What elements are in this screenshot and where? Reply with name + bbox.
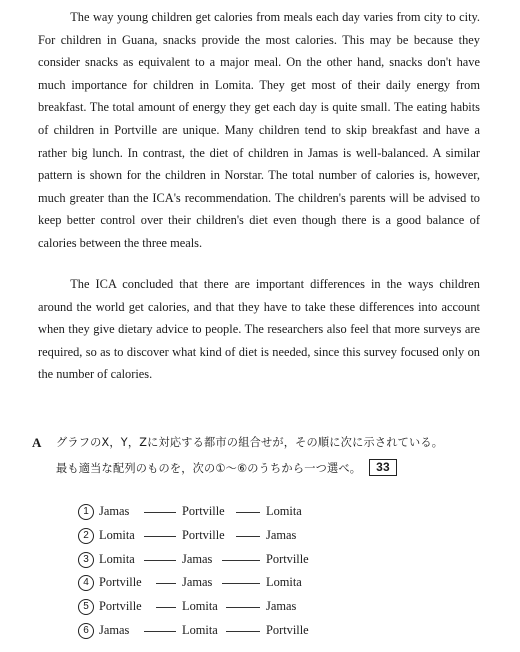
option-number-icon: 5: [78, 599, 94, 615]
dash-connector: [156, 607, 176, 608]
option-city-x: Jamas: [99, 622, 130, 637]
option-city-z: Jamas: [266, 599, 297, 614]
option-city-x: Jamas: [99, 504, 130, 518]
dash-connector: [222, 560, 260, 561]
option-city-y: Portville: [182, 527, 225, 542]
dash-connector: [144, 631, 176, 632]
option-city-z: Lomita: [266, 575, 302, 590]
option-city-z: Portville: [266, 622, 309, 637]
dash-connector: [144, 512, 176, 513]
paragraph-1: The way young children get calories from meals each day varies from city to city. For children in Guana, snacks provide the most calories. This may be because they consider snacks as equivalent to a major meal. On the other hand, snacks don't have much importance for children in Lomita. They get most of their daily energy from breakfast. The total amount of energy they get each day is quite small. The eating habits of children in Portville are unique. Many children tend to skip breakfast and have a rather big lunch. In contrast, the diet of children in Jamas is well-balanced. A similar pattern is shown for the children in Norstar. The total number of calories is, however, much greater than the ICA's recommendation. The children's parents will be advised to keep better control over their children's diet even though there is a good balance of calories between the three meals.: [38, 10, 480, 250]
option-city-z: Jamas: [266, 527, 297, 542]
option-city-z: Lomita: [266, 504, 302, 518]
question-line-2: [56, 456, 496, 482]
option-city-y: Portville: [182, 504, 225, 518]
dash-connector: [226, 607, 260, 608]
option-number-icon: 1: [78, 504, 94, 520]
question-letter: A: [32, 435, 42, 450]
answer-number-box: 33: [369, 459, 397, 476]
option-city-x: Portville: [99, 599, 142, 614]
question-line-1: グラフのX，Y，Zに対応する都市の組合せが，その順に次に示されている。: [56, 436, 444, 449]
option-number-icon: 3: [78, 552, 94, 568]
option-city-y: Lomita: [182, 599, 218, 614]
dash-connector: [144, 536, 176, 537]
option-city-y: Jamas: [182, 551, 213, 566]
option-city-y: Jamas: [182, 575, 213, 590]
option-number-icon: 6: [78, 623, 94, 639]
option-number-icon: 2: [78, 528, 94, 544]
option-number-icon: 4: [78, 575, 94, 591]
dash-connector: [156, 583, 176, 584]
dash-connector: [226, 631, 260, 632]
dash-connector: [236, 536, 260, 537]
paragraph-2: The ICA concluded that there are important differences in the ways children around the world get calories, and that they have to take these differences into account when they give dietary advice to people. The researchers also feel that more surveys are required, so as to discover what kind of diet is needed, since this survey focused only on the number of calories.: [38, 277, 480, 382]
option-city-x: Portville: [99, 575, 142, 590]
dash-connector: [236, 512, 260, 513]
dash-connector: [144, 560, 176, 561]
question-block: [32, 430, 496, 482]
option-city-z: Portville: [266, 551, 309, 566]
option-city-x: Lomita: [99, 527, 135, 542]
option-city-y: Lomita: [182, 622, 218, 637]
question-line-2-text: 最も適当な配列のものを，次の①～⑥のうちから一つ選べ。: [56, 462, 362, 475]
dash-connector: [222, 583, 260, 584]
option-city-x: Lomita: [99, 551, 135, 566]
